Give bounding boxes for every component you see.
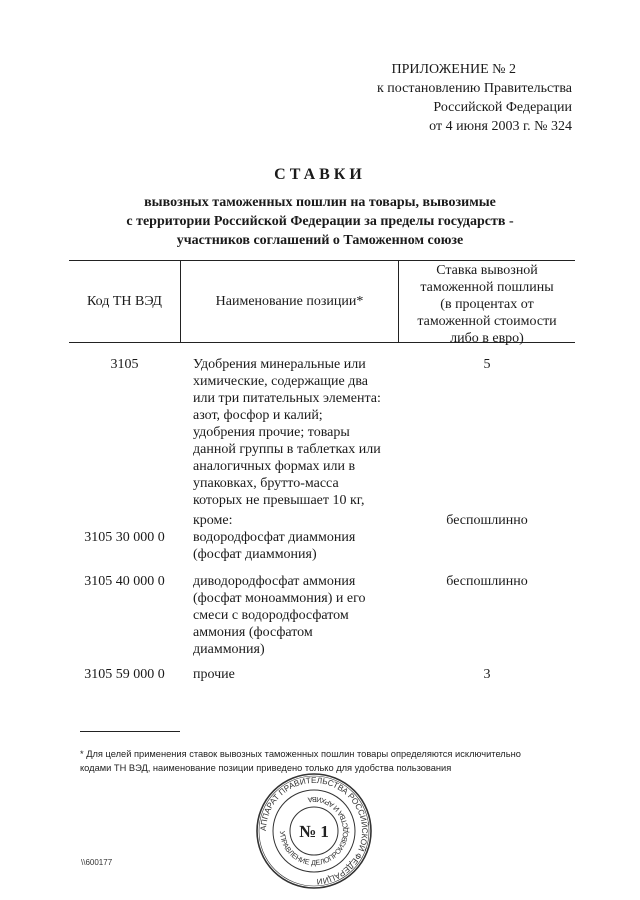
footnote-line: * Для целей применения ставок вывозных таможенных пошлин товары определяются исключительно — [80, 749, 521, 759]
appendix-title: ПРИЛОЖЕНИЕ № 2 — [391, 62, 516, 77]
row-name-line: азот, фосфор и калий; — [193, 408, 323, 423]
footnote-line: кодами ТН ВЭД, наименование позиции приведено только для удобства пользования — [80, 763, 452, 773]
row-name-line: аналогичных формах или в — [193, 459, 356, 474]
row-name-line: диаммония) — [193, 642, 265, 657]
header-rate-line: (в процентах от — [440, 297, 534, 312]
document-title: СТАВКИ — [274, 166, 366, 183]
appendix-reference: к постановлению Правительства — [376, 81, 572, 96]
row-name-line: химические, содержащие два — [193, 374, 368, 389]
row-code: 3105 59 000 0 — [84, 667, 165, 682]
row-name-line: или три питательных элемента: — [193, 391, 381, 406]
header-rate-line: таможенной стоимости — [417, 314, 557, 329]
row-code: 3105 40 000 0 — [84, 574, 165, 589]
row-code: 3105 30 000 0 — [84, 530, 165, 545]
stamp-inner-text: УПРАВЛЕНИЕ ДЕЛОПРОИЗВОДСТВА И АРХИВА — [277, 794, 351, 868]
row-name-line: (фосфат диаммония) — [193, 547, 317, 562]
row-name-line: упаковках, брутто-масса — [193, 476, 339, 491]
appendix-government: Российской Федерации — [433, 100, 572, 115]
document-number: \\600177 — [81, 858, 113, 867]
table-top-rule — [69, 260, 575, 261]
appendix-header — [340, 60, 572, 136]
subtitle-line: с территории Российской Федерации за пределы государств - — [126, 214, 514, 229]
row-name-line: прочие — [193, 667, 235, 682]
row-name-line: диводородфосфат аммония — [193, 574, 356, 589]
row-rate: 5 — [483, 357, 491, 372]
header-name: Наименование позиции* — [215, 294, 364, 309]
row-name-line: кроме: — [193, 513, 233, 528]
official-stamp — [254, 771, 374, 891]
row-name — [193, 666, 235, 683]
row-name-line: удобрения прочие; товары — [193, 425, 350, 440]
row-name-line: смеси с водородфосфатом — [193, 608, 349, 623]
row-name — [193, 356, 381, 509]
row-rate: беспошлинно — [446, 574, 528, 589]
document-subtitle — [0, 193, 640, 250]
row-name-line: которых не превышает 10 кг, — [193, 493, 365, 508]
row-name-line: (фосфат моноаммония) и его — [193, 591, 366, 606]
stamp-outer-text: АППАРАТ ПРАВИТЕЛЬСТВА РОССИЙСКОЙ ФЕДЕРАЦИИ — [258, 775, 370, 886]
stamp-center-number: № 1 — [299, 822, 329, 841]
row-rate: 3 — [483, 667, 491, 682]
row-name-line: водородфосфат диаммония — [193, 530, 356, 545]
row-rate: беспошлинно — [446, 513, 528, 528]
row-name-line: аммония (фосфатом — [193, 625, 313, 640]
subtitle-line: участников соглашений о Таможенном союзе — [176, 233, 464, 248]
footnote-separator — [80, 731, 180, 732]
stamp-icon — [254, 771, 374, 891]
row-name-line: Удобрения минеральные или — [193, 357, 366, 372]
appendix-date: от 4 июня 2003 г. № 324 — [429, 119, 572, 134]
row-name — [193, 573, 365, 658]
header-rate-line: Ставка вывозной — [436, 263, 538, 278]
row-name-line: данной группы в таблетках или — [193, 442, 381, 457]
header-code: Код ТН ВЭД — [87, 294, 162, 309]
row-name — [193, 512, 355, 563]
header-rate — [399, 262, 575, 347]
subtitle-line: вывозных таможенных пошлин на товары, вывозимые — [144, 195, 496, 210]
header-rate-line: либо в евро) — [450, 331, 524, 346]
row-code: 3105 — [110, 357, 139, 372]
header-rate-line: таможенной пошлины — [420, 280, 554, 295]
